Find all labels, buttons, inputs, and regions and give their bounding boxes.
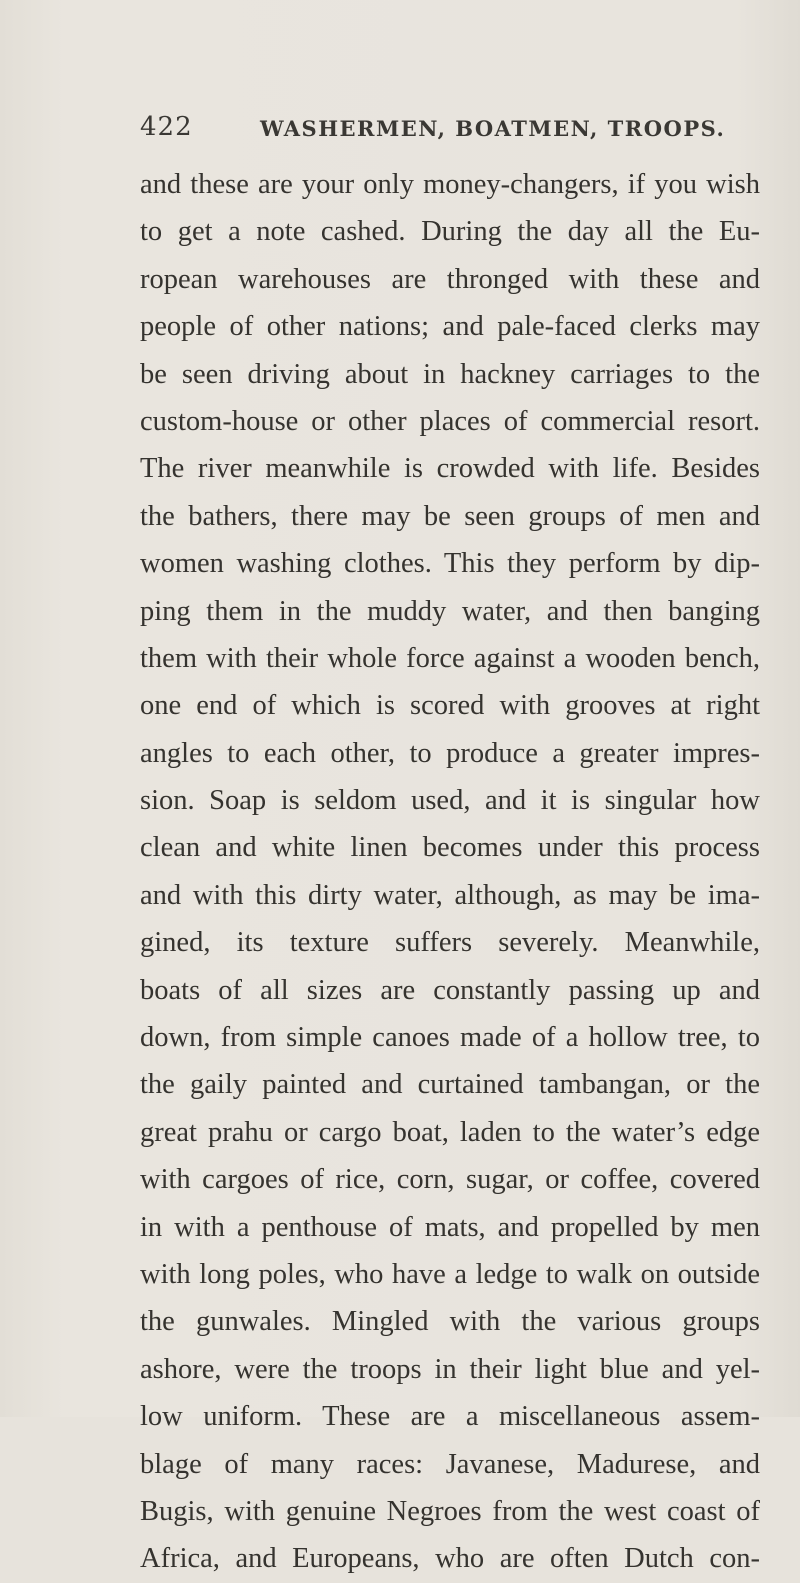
- text-line: sion. Soap is seldom used, and it is singular how: [140, 785, 760, 817]
- running-head: WASHERMEN, BOATMEN, TROOPS.: [260, 116, 726, 141]
- text-line: one end of which is scored with grooves at right: [140, 690, 760, 722]
- text-line: boats of all sizes are constantly passing up and: [140, 974, 760, 1006]
- text-line: with long poles, who have a ledge to walk on outside: [140, 1258, 760, 1290]
- text-line: ping them in the muddy water, and then banging: [140, 595, 760, 627]
- text-line: low uniform. These are a miscellaneous assem-: [140, 1401, 760, 1433]
- text-line: with cargoes of rice, corn, sugar, or coffee, covered: [140, 1164, 760, 1196]
- text-line: them with their whole force against a wooden bench,: [140, 642, 760, 674]
- text-line: custom-house or other places of commercial resort.: [140, 405, 760, 437]
- text-line: women washing clothes. This they perform by dip-: [140, 548, 760, 580]
- text-line: great prahu or cargo boat, laden to the water’s edge: [140, 1116, 760, 1148]
- text-line: Africa, and Europeans, who are often Dutch con-: [140, 1543, 760, 1575]
- text-line: the gaily painted and curtained tambangan, or the: [140, 1069, 760, 1101]
- text-line: angles to each other, to produce a greater impres-: [140, 737, 760, 769]
- text-line: to get a note cashed. During the day all the Eu-: [140, 216, 760, 248]
- text-line: clean and white linen becomes under this process: [140, 832, 760, 864]
- text-line: ashore, were the troops in their light blue and yel-: [140, 1353, 760, 1385]
- text-line: Bugis, with genuine Negroes from the west coast of: [140, 1495, 760, 1527]
- text-line: the gunwales. Mingled with the various groups: [140, 1306, 760, 1338]
- text-line: and these are your only money-changers, if you wish: [140, 169, 760, 200]
- text-line: and with this dirty water, although, as may be ima-: [140, 879, 760, 911]
- text-line: be seen driving about in hackney carriages to the: [140, 358, 760, 390]
- body-text: [140, 161, 760, 1583]
- text-line: The river meanwhile is crowded with life. Besides: [140, 453, 760, 485]
- text-line: the bathers, there may be seen groups of men and: [140, 500, 760, 532]
- page-header: [140, 112, 760, 152]
- text-line: down, from simple canoes made of a hollow tree, to: [140, 1022, 760, 1054]
- text-line: people of other nations; and pale-faced clerks may: [140, 311, 760, 343]
- page-number: 422: [140, 112, 193, 142]
- text-line: in with a penthouse of mats, and propelled by men: [140, 1211, 760, 1243]
- text-line: gined, its texture suffers severely. Meanwhile,: [140, 927, 760, 959]
- text-line: ropean warehouses are thronged with these and: [140, 263, 760, 295]
- text-line: blage of many races: Javanese, Madurese, and: [140, 1448, 760, 1480]
